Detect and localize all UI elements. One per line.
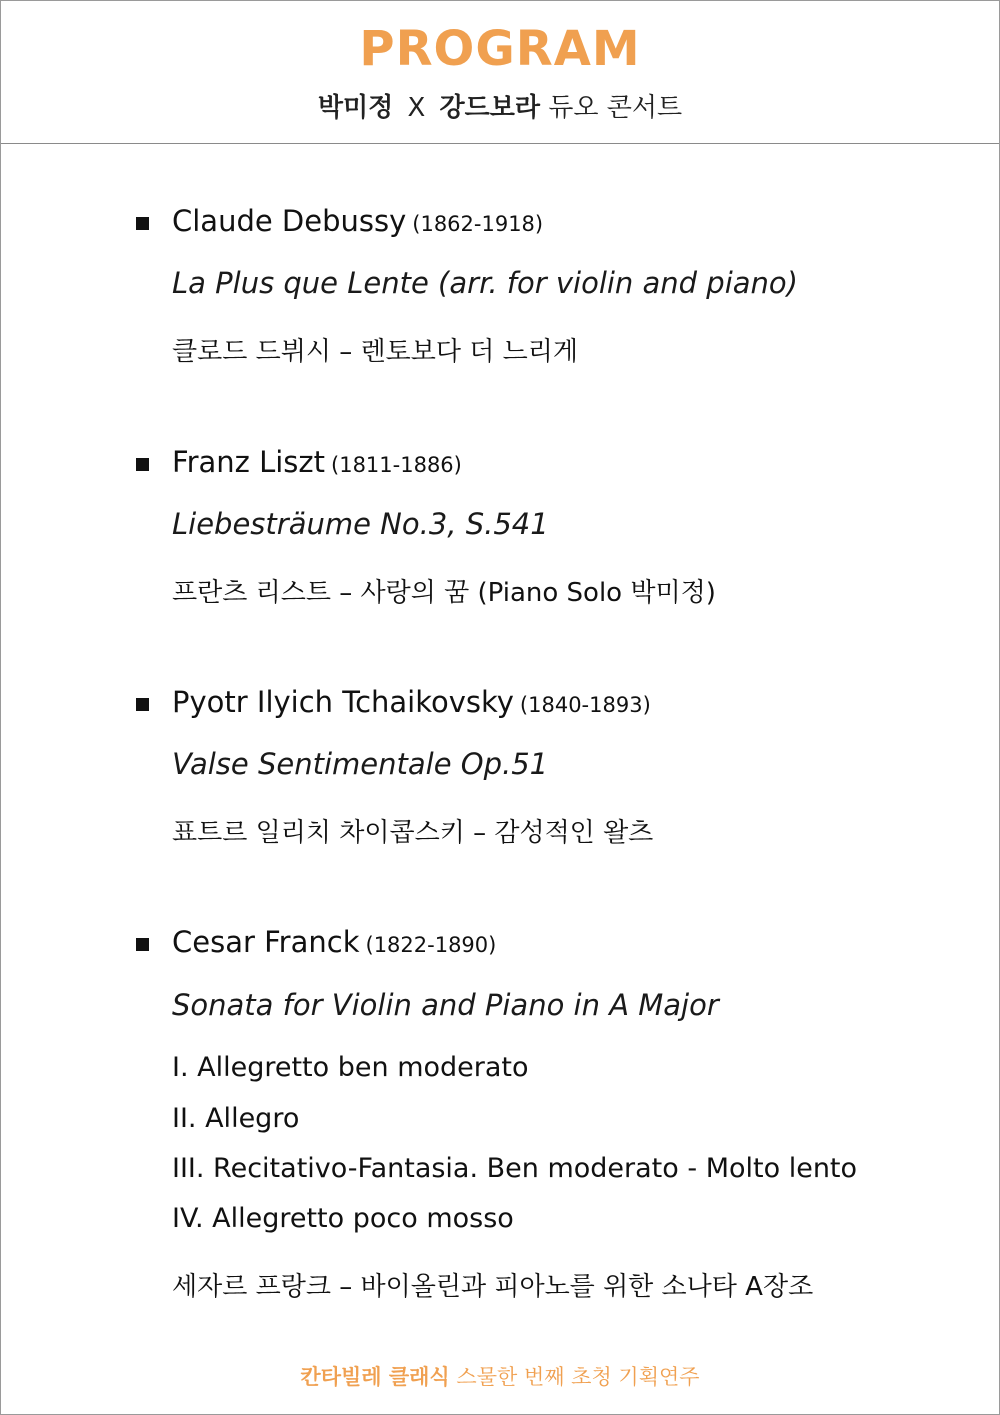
composer-name: Pyotr Ilyich Tchaikovsky	[172, 685, 514, 719]
performer-1: 박미정	[317, 93, 394, 123]
composer-name: Cesar Franck	[172, 925, 360, 959]
composer-years: (1811-1886)	[331, 453, 462, 477]
composer-years: (1862-1918)	[412, 212, 544, 236]
korean-title: 세자르 프랑크 – 바이올린과 피아노를 위한 소나타 A장조	[172, 1272, 814, 1302]
footer	[1, 1361, 999, 1391]
movement: II. Allegro	[172, 1103, 300, 1134]
composer	[172, 204, 543, 238]
work-title: Liebesträume No.3, S.541	[172, 507, 549, 541]
korean-title: 클로드 드뷔시 – 렌토보다 더 느리게	[172, 337, 578, 367]
bullet-square-icon	[136, 698, 149, 711]
work-title: Valse Sentimentale Op.51	[172, 747, 549, 781]
subtitle	[1, 87, 999, 124]
korean-title: 표트르 일리치 차이콥스키 – 감성적인 왈츠	[172, 818, 654, 848]
performer-2: 강드보라	[439, 93, 541, 123]
bullet-square-icon	[136, 458, 149, 471]
bullet-square-icon	[136, 217, 149, 230]
work-title: Sonata for Violin and Piano in A Major	[172, 988, 719, 1022]
composer-years: (1822-1890)	[365, 933, 497, 957]
footer-text: 스물한 번째 초청 기획연주	[456, 1365, 700, 1389]
composer-years: (1840-1893)	[519, 693, 651, 717]
footer-brand: 칸타빌레 클래식	[300, 1365, 450, 1389]
composer	[172, 445, 462, 479]
movement: IV. Allegretto poco mosso	[172, 1203, 514, 1234]
bullet-square-icon	[136, 938, 149, 951]
composer	[172, 925, 496, 959]
composer-name: Franz Liszt	[172, 445, 326, 479]
page-title: PROGRAM	[359, 21, 641, 77]
header	[1, 1, 999, 144]
work-title: La Plus que Lente (arr. for violin and piano)	[172, 266, 798, 300]
movement: III. Recitativo-Fantasia. Ben moderato - Molto lento	[172, 1153, 858, 1184]
korean-title: 프란츠 리스트 – 사랑의 꿈 (Piano Solo 박미정)	[172, 578, 716, 608]
subtitle-rest: 듀오 콘서트	[548, 93, 683, 123]
movement: I. Allegretto ben moderato	[172, 1052, 529, 1083]
subtitle-x: X	[407, 93, 426, 123]
composer-name: Claude Debussy	[172, 204, 407, 238]
composer	[172, 685, 651, 719]
